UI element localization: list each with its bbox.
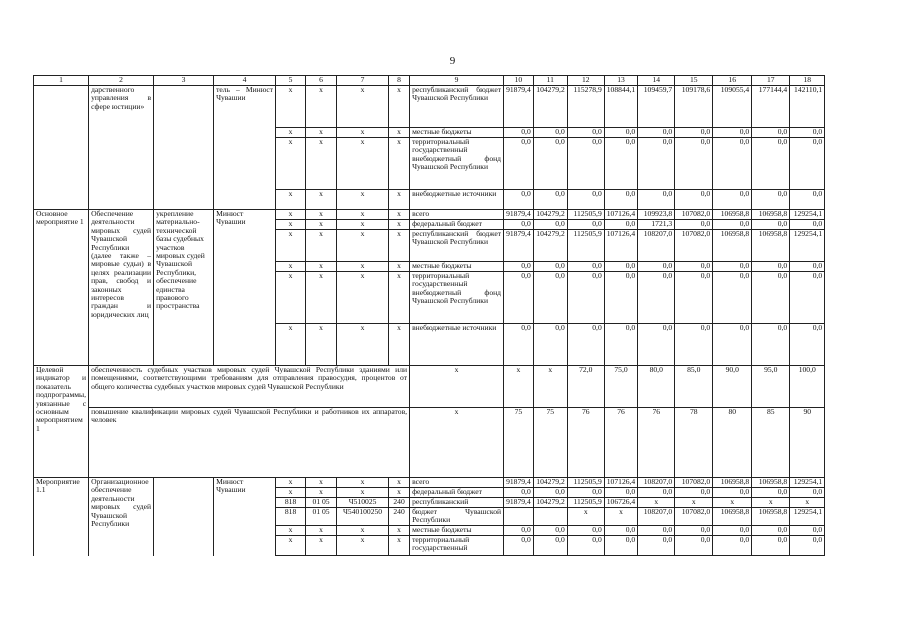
cont-col3 bbox=[154, 86, 214, 210]
value-cell: 75,0 bbox=[604, 366, 637, 408]
value-cell: 75 bbox=[533, 408, 567, 478]
code-cell: x bbox=[276, 128, 306, 138]
value-cell: 0,0 bbox=[713, 262, 752, 272]
value-cell: 0,0 bbox=[504, 220, 534, 230]
code-cell: 240 bbox=[389, 498, 410, 508]
code-cell: x bbox=[389, 86, 410, 128]
indicator-text: повышение квалификации мировых судей Чувашской Республики и работников их аппаратов, человек bbox=[89, 408, 410, 478]
code-cell: x bbox=[337, 86, 389, 128]
source-label: территориальный государственный внебюджетный фонд Чувашской Республики bbox=[410, 272, 504, 324]
code-cell: x bbox=[389, 230, 410, 262]
column-number: 6 bbox=[306, 76, 337, 86]
value-cell: 108207,0 bbox=[638, 230, 675, 262]
value-cell: 109178,6 bbox=[675, 86, 713, 128]
code-cell: x bbox=[389, 536, 410, 556]
value-cell: 0,0 bbox=[752, 488, 790, 498]
value-cell: 104279,2 bbox=[533, 210, 567, 220]
measure-title: Организационное обеспечение деятельности мировых судей Чувашской Республики bbox=[89, 478, 154, 556]
code-cell: x bbox=[276, 488, 306, 498]
code-cell: x bbox=[276, 272, 306, 324]
value-cell: 0,0 bbox=[604, 128, 637, 138]
code-cell: x bbox=[389, 128, 410, 138]
column-number: 1 bbox=[34, 76, 89, 86]
value-cell: x bbox=[790, 498, 825, 508]
value-cell: 106958,8 bbox=[713, 478, 752, 488]
value-cell: 112505,9 bbox=[567, 230, 604, 262]
value-cell: 0,0 bbox=[752, 220, 790, 230]
value-cell: 106958,8 bbox=[752, 508, 790, 526]
source-label: местные бюджеты bbox=[410, 128, 504, 138]
value-cell: 85,0 bbox=[675, 366, 713, 408]
activity-label: Основное мероприятие 1 bbox=[34, 210, 89, 366]
value-cell: 0,0 bbox=[604, 138, 637, 190]
value-cell: 0,0 bbox=[604, 488, 637, 498]
value-cell: 0,0 bbox=[790, 128, 825, 138]
value-cell: 0,0 bbox=[713, 536, 752, 556]
source-label: внебюджетные источники bbox=[410, 324, 504, 366]
value-cell: 106958,8 bbox=[713, 508, 752, 526]
value-cell: 0,0 bbox=[567, 190, 604, 210]
column-number: 13 bbox=[604, 76, 637, 86]
value-cell: 107082,0 bbox=[675, 230, 713, 262]
value-cell: 107082,0 bbox=[675, 210, 713, 220]
value-cell: 0,0 bbox=[604, 262, 637, 272]
value-cell: 129254,1 bbox=[790, 508, 825, 526]
value-cell: 106958,8 bbox=[752, 230, 790, 262]
value-cell: 0,0 bbox=[638, 128, 675, 138]
value-cell: 0,0 bbox=[533, 138, 567, 190]
value-cell: x bbox=[675, 498, 713, 508]
code-cell: 240 bbox=[389, 508, 410, 526]
value-cell: x bbox=[713, 498, 752, 508]
value-cell: x bbox=[533, 366, 567, 408]
value-cell: 0,0 bbox=[790, 138, 825, 190]
code-cell: x bbox=[389, 488, 410, 498]
value-cell: 112505,9 bbox=[567, 498, 604, 508]
value-cell: 0,0 bbox=[533, 526, 567, 536]
value-cell: 0,0 bbox=[675, 526, 713, 536]
value-cell: 0,0 bbox=[604, 324, 637, 366]
value-cell: 90,0 bbox=[713, 366, 752, 408]
value-cell: 107126,4 bbox=[604, 210, 637, 220]
code-cell: x bbox=[337, 536, 389, 556]
column-number: 5 bbox=[276, 76, 306, 86]
value-cell: 76 bbox=[638, 408, 675, 478]
value-cell: 107126,4 bbox=[604, 478, 637, 488]
code-cell: x bbox=[276, 138, 306, 190]
value-cell: 0,0 bbox=[675, 272, 713, 324]
value-cell: 129254,1 bbox=[790, 210, 825, 220]
value-cell: 104279,2 bbox=[533, 230, 567, 262]
indicator-label: Целевой индикатор и показатель подпрограммы, увязанные с основным мероприятием 1 bbox=[34, 366, 89, 478]
value-cell: 112505,9 bbox=[567, 210, 604, 220]
code-cell: x bbox=[276, 220, 306, 230]
value-cell: 0,0 bbox=[533, 536, 567, 556]
value-cell: 0,0 bbox=[567, 138, 604, 190]
value-cell: 0,0 bbox=[604, 526, 637, 536]
column-number: 14 bbox=[638, 76, 675, 86]
table-header-row bbox=[34, 76, 825, 86]
value-cell: 0,0 bbox=[638, 488, 675, 498]
code-cell: x bbox=[306, 536, 337, 556]
code-cell: x bbox=[276, 536, 306, 556]
value-cell: 129254,1 bbox=[790, 230, 825, 262]
value-cell: x bbox=[567, 508, 604, 526]
table-row bbox=[34, 210, 825, 220]
value-cell: 100,0 bbox=[790, 366, 825, 408]
indicator-unit: x bbox=[410, 366, 504, 408]
code-cell: x bbox=[276, 190, 306, 210]
value-cell: 0,0 bbox=[504, 128, 534, 138]
value-cell: 0,0 bbox=[533, 190, 567, 210]
source-label: территориальный государственный внебюджетный фонд Чувашской Республики bbox=[410, 138, 504, 190]
table-row bbox=[34, 408, 825, 478]
activity-title: Обеспечение деятельности мировых судей Чувашской Республики (далее также – мировые судьи) в целях реализации прав, свобод и законных интересов граждан и юридических лиц bbox=[89, 210, 154, 366]
budget-table bbox=[33, 75, 825, 556]
value-cell: 0,0 bbox=[504, 536, 534, 556]
activity-goal: укрепление материально-технической базы судебных участков мировых судей Чувашской Республики, обеспечение единства правового пространства bbox=[154, 210, 214, 366]
value-cell: 95,0 bbox=[752, 366, 790, 408]
value-cell: 104279,2 bbox=[533, 86, 567, 128]
source-label: внебюджетные источники bbox=[410, 190, 504, 210]
value-cell: 91879,4 bbox=[504, 86, 534, 128]
column-number: 10 bbox=[504, 76, 534, 86]
value-cell: 0,0 bbox=[567, 128, 604, 138]
value-cell: 0,0 bbox=[790, 488, 825, 498]
code-cell: x bbox=[337, 324, 389, 366]
value-cell: 0,0 bbox=[504, 526, 534, 536]
value-cell: 0,0 bbox=[533, 262, 567, 272]
indicator-text: обеспеченность судебных участков мировых судей Чувашской Республики зданиями или помещениями, соответствующими требованиям для отправления правосудия, процентов от общего количества судебных участков мировых судей Чувашской Республики bbox=[89, 366, 410, 408]
value-cell: 106958,8 bbox=[713, 210, 752, 220]
value-cell: 0,0 bbox=[752, 262, 790, 272]
value-cell: 0,0 bbox=[567, 272, 604, 324]
value-cell: 91879,4 bbox=[504, 498, 534, 508]
table-row bbox=[34, 366, 825, 408]
value-cell: 0,0 bbox=[504, 262, 534, 272]
value-cell: 0,0 bbox=[752, 272, 790, 324]
code-cell: x bbox=[306, 128, 337, 138]
code-cell: x bbox=[337, 262, 389, 272]
source-label: республиканский бюджет Чувашской Республики bbox=[410, 86, 504, 128]
value-cell: 0,0 bbox=[638, 536, 675, 556]
value-cell: 0,0 bbox=[713, 138, 752, 190]
value-cell: 108844,1 bbox=[604, 86, 637, 128]
code-cell: x bbox=[389, 272, 410, 324]
code-cell: 01 05 bbox=[306, 508, 337, 526]
code-cell: x bbox=[306, 488, 337, 498]
value-cell: 78 bbox=[675, 408, 713, 478]
source-label: республиканский бюджет Чувашской Республики bbox=[410, 230, 504, 262]
value-cell: 106726,4 bbox=[604, 498, 637, 508]
source-label: бюджет Чувашской Республики bbox=[410, 508, 504, 526]
value-cell: 177144,4 bbox=[752, 86, 790, 128]
value-cell: 0,0 bbox=[638, 526, 675, 536]
code-cell: x bbox=[337, 230, 389, 262]
value-cell: 0,0 bbox=[713, 488, 752, 498]
value-cell: 0,0 bbox=[638, 272, 675, 324]
column-number: 7 bbox=[337, 76, 389, 86]
source-label: федеральный бюджет bbox=[410, 488, 504, 498]
value-cell: 0,0 bbox=[604, 220, 637, 230]
code-cell: Ч540100250 bbox=[337, 508, 389, 526]
value-cell: 0,0 bbox=[638, 138, 675, 190]
column-number: 17 bbox=[752, 76, 790, 86]
code-cell: x bbox=[276, 526, 306, 536]
source-label: республиканский bbox=[410, 498, 504, 508]
page-number: 9 bbox=[449, 55, 456, 67]
column-number: 12 bbox=[567, 76, 604, 86]
value-cell: 107126,4 bbox=[604, 230, 637, 262]
value-cell: 0,0 bbox=[504, 324, 534, 366]
value-cell: 0,0 bbox=[752, 138, 790, 190]
code-cell: x bbox=[306, 272, 337, 324]
value-cell: 0,0 bbox=[752, 190, 790, 210]
value-cell: 0,0 bbox=[713, 128, 752, 138]
code-cell: x bbox=[337, 210, 389, 220]
value-cell: 0,0 bbox=[790, 324, 825, 366]
value-cell: 0,0 bbox=[675, 536, 713, 556]
value-cell: 0,0 bbox=[713, 272, 752, 324]
source-label: территориальный государственный bbox=[410, 536, 504, 556]
value-cell: 0,0 bbox=[752, 536, 790, 556]
value-cell: 0,0 bbox=[567, 536, 604, 556]
value-cell: 104279,2 bbox=[533, 478, 567, 488]
code-cell: x bbox=[306, 324, 337, 366]
code-cell: x bbox=[389, 324, 410, 366]
value-cell: 0,0 bbox=[638, 190, 675, 210]
value-cell: 0,0 bbox=[675, 262, 713, 272]
value-cell: 0,0 bbox=[790, 262, 825, 272]
value-cell: 104279,2 bbox=[533, 498, 567, 508]
code-cell: x bbox=[389, 138, 410, 190]
code-cell: x bbox=[337, 488, 389, 498]
value-cell: 0,0 bbox=[604, 190, 637, 210]
code-cell: Ч510025 bbox=[337, 498, 389, 508]
value-cell: 108207,0 bbox=[638, 478, 675, 488]
code-cell: x bbox=[389, 210, 410, 220]
responsible: Минюст Чувашии bbox=[214, 478, 276, 556]
column-number: 11 bbox=[533, 76, 567, 86]
column-number: 9 bbox=[410, 76, 504, 86]
cont-col1 bbox=[34, 86, 89, 210]
code-cell: x bbox=[276, 210, 306, 220]
code-cell: x bbox=[306, 230, 337, 262]
value-cell: 1721,3 bbox=[638, 220, 675, 230]
code-cell: x bbox=[276, 324, 306, 366]
value-cell: 0,0 bbox=[567, 220, 604, 230]
value-cell: 0,0 bbox=[790, 526, 825, 536]
code-cell: x bbox=[306, 138, 337, 190]
value-cell: 0,0 bbox=[752, 128, 790, 138]
value-cell: 75 bbox=[504, 408, 534, 478]
value-cell: 76 bbox=[604, 408, 637, 478]
value-cell: 0,0 bbox=[567, 526, 604, 536]
source-label: всего bbox=[410, 478, 504, 488]
value-cell: x bbox=[504, 366, 534, 408]
code-cell: x bbox=[276, 262, 306, 272]
value-cell: 108207,0 bbox=[638, 508, 675, 526]
value-cell: 0,0 bbox=[567, 262, 604, 272]
value-cell: 109055,4 bbox=[713, 86, 752, 128]
code-cell: x bbox=[276, 86, 306, 128]
column-number: 8 bbox=[389, 76, 410, 86]
code-cell: x bbox=[337, 272, 389, 324]
indicator-unit: x bbox=[410, 408, 504, 478]
value-cell: 0,0 bbox=[675, 324, 713, 366]
value-cell: 142110,1 bbox=[790, 86, 825, 128]
value-cell: 0,0 bbox=[790, 220, 825, 230]
code-cell: 818 bbox=[276, 508, 306, 526]
value-cell: 0,0 bbox=[675, 220, 713, 230]
value-cell: x bbox=[604, 508, 637, 526]
value-cell: 0,0 bbox=[713, 324, 752, 366]
code-cell: x bbox=[337, 220, 389, 230]
column-number: 2 bbox=[89, 76, 154, 86]
source-label: местные бюджеты bbox=[410, 262, 504, 272]
value-cell: 107082,0 bbox=[675, 478, 713, 488]
code-cell: x bbox=[306, 262, 337, 272]
value-cell: 0,0 bbox=[533, 220, 567, 230]
value-cell: 106958,8 bbox=[752, 478, 790, 488]
value-cell: 0,0 bbox=[675, 190, 713, 210]
value-cell: 0,0 bbox=[504, 190, 534, 210]
code-cell: x bbox=[306, 190, 337, 210]
source-label: местные бюджеты bbox=[410, 526, 504, 536]
value-cell: 112505,9 bbox=[567, 478, 604, 488]
value-cell: 0,0 bbox=[604, 272, 637, 324]
code-cell: x bbox=[276, 230, 306, 262]
code-cell: x bbox=[389, 478, 410, 488]
code-cell: x bbox=[389, 190, 410, 210]
value-cell: 91879,4 bbox=[504, 230, 534, 262]
value-cell: 115278,9 bbox=[567, 86, 604, 128]
value-cell: 0,0 bbox=[790, 536, 825, 556]
source-label: всего bbox=[410, 210, 504, 220]
value-cell: 0,0 bbox=[504, 138, 534, 190]
value-cell: 0,0 bbox=[533, 324, 567, 366]
value-cell: 129254,1 bbox=[790, 478, 825, 488]
value-cell: 107082,0 bbox=[675, 508, 713, 526]
column-number: 15 bbox=[675, 76, 713, 86]
value-cell: 0,0 bbox=[504, 272, 534, 324]
value-cell: 0,0 bbox=[567, 324, 604, 366]
value-cell bbox=[533, 508, 567, 526]
value-cell: 76 bbox=[567, 408, 604, 478]
cont-col4: тель – Минюст Чувашии bbox=[214, 86, 276, 210]
value-cell: 0,0 bbox=[533, 272, 567, 324]
value-cell: 0,0 bbox=[675, 128, 713, 138]
column-number: 3 bbox=[154, 76, 214, 86]
code-cell: x bbox=[337, 526, 389, 536]
value-cell: 80 bbox=[713, 408, 752, 478]
value-cell: 0,0 bbox=[675, 488, 713, 498]
value-cell: 91879,4 bbox=[504, 478, 534, 488]
code-cell: x bbox=[306, 478, 337, 488]
value-cell: 90 bbox=[790, 408, 825, 478]
value-cell: 0,0 bbox=[567, 488, 604, 498]
table-row bbox=[34, 86, 825, 128]
code-cell: x bbox=[306, 526, 337, 536]
column-number: 16 bbox=[713, 76, 752, 86]
value-cell: 0,0 bbox=[638, 324, 675, 366]
source-label: федеральный бюджет bbox=[410, 220, 504, 230]
value-cell: 85 bbox=[752, 408, 790, 478]
code-cell: 818 bbox=[276, 498, 306, 508]
column-number: 4 bbox=[214, 76, 276, 86]
code-cell: x bbox=[389, 526, 410, 536]
code-cell: x bbox=[276, 478, 306, 488]
value-cell: 0,0 bbox=[604, 536, 637, 556]
value-cell: 0,0 bbox=[752, 324, 790, 366]
value-cell: x bbox=[752, 498, 790, 508]
value-cell: 91879,4 bbox=[504, 210, 534, 220]
value-cell: 0,0 bbox=[790, 190, 825, 210]
column-number: 18 bbox=[790, 76, 825, 86]
code-cell: x bbox=[337, 190, 389, 210]
value-cell: 80,0 bbox=[638, 366, 675, 408]
value-cell: 106958,8 bbox=[752, 210, 790, 220]
value-cell: 0,0 bbox=[713, 190, 752, 210]
value-cell: x bbox=[638, 498, 675, 508]
responsible: Минюст Чувашии bbox=[214, 210, 276, 366]
value-cell: 0,0 bbox=[504, 488, 534, 498]
table-row bbox=[34, 478, 825, 488]
cont-col2: дарственного управления в сфере юстиции» bbox=[89, 86, 154, 210]
value-cell: 0,0 bbox=[638, 262, 675, 272]
code-cell: 01 05 bbox=[306, 498, 337, 508]
value-cell: 0,0 bbox=[675, 138, 713, 190]
value-cell: 0,0 bbox=[752, 526, 790, 536]
code-cell: x bbox=[389, 220, 410, 230]
value-cell: 109459,7 bbox=[638, 86, 675, 128]
code-cell: x bbox=[337, 138, 389, 190]
value-cell: 0,0 bbox=[713, 526, 752, 536]
measure-label: Мероприятие 1.1 bbox=[34, 478, 89, 556]
code-cell: x bbox=[306, 220, 337, 230]
measure-goal bbox=[154, 478, 214, 556]
value-cell: 0,0 bbox=[533, 128, 567, 138]
code-cell: x bbox=[306, 210, 337, 220]
value-cell: 72,0 bbox=[567, 366, 604, 408]
code-cell: x bbox=[337, 478, 389, 488]
value-cell: 109923,8 bbox=[638, 210, 675, 220]
value-cell: 0,0 bbox=[790, 272, 825, 324]
value-cell: 0,0 bbox=[533, 488, 567, 498]
value-cell bbox=[504, 508, 534, 526]
value-cell: 106958,8 bbox=[713, 230, 752, 262]
code-cell: x bbox=[389, 262, 410, 272]
code-cell: x bbox=[306, 86, 337, 128]
code-cell: x bbox=[337, 128, 389, 138]
value-cell: 0,0 bbox=[713, 220, 752, 230]
